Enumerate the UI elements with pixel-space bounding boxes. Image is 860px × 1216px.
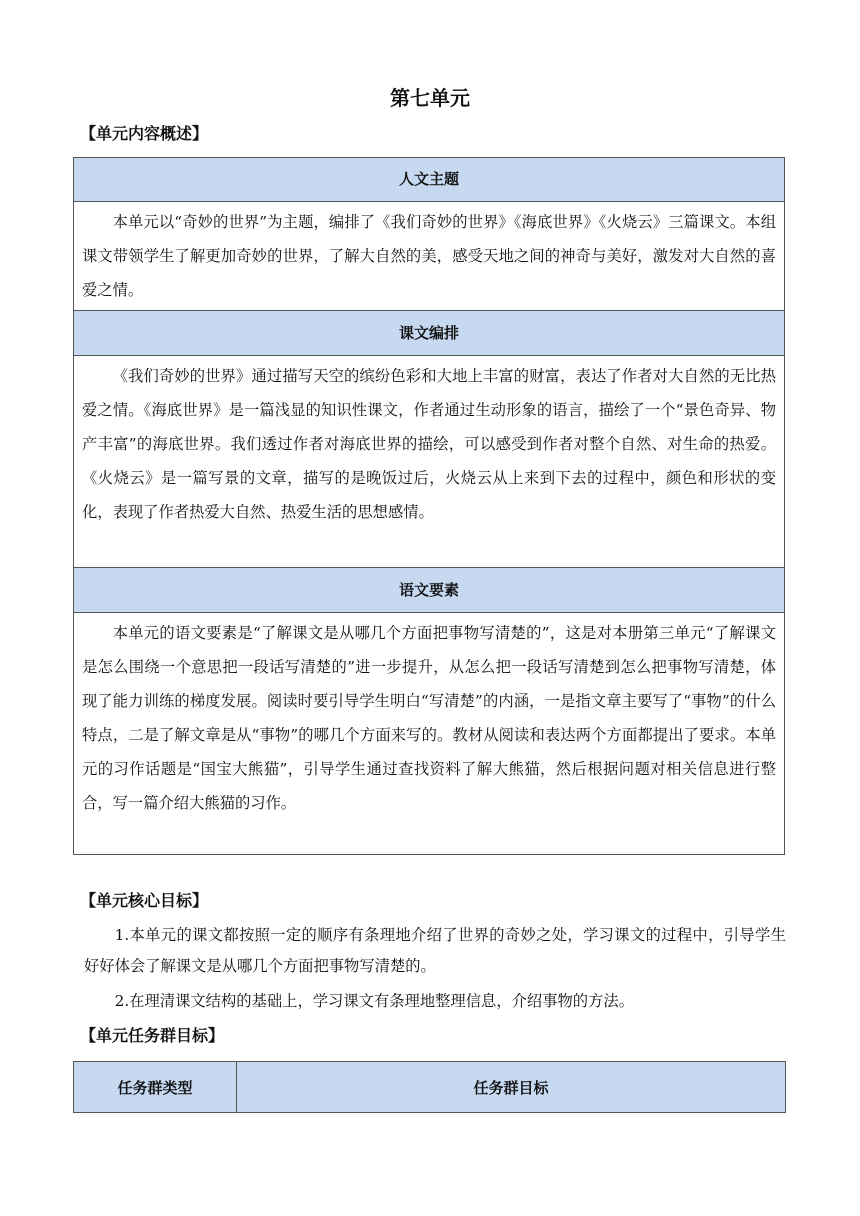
table-cell-elements: 本单元的语文要素是“了解课文是从哪几个方面把事物写清楚的”，这是对本册第三单元“了解课文是怎么围绕一个意思把一段话写清楚的”进一步提升，从怎么把一段话写清楚到怎么把事物写清楚，体现了能力训练的梯度发展。阅读时要引导学生明白“写清楚”的内涵，一是指文章主要写了“事物”的什么特点，二是了解文章是从“事物”的哪几个方面来写的。教材从阅读和表达两个方面都提出了要求。本单元的习作话题是“国宝大熊猫”，引导学生通过查找资料了解大熊猫，然后根据问题对相关信息进行整合，写一篇介绍大熊猫的习作。 bbox=[82, 624, 776, 812]
overview-table bbox=[73, 157, 785, 855]
table-header-theme: 人文主题 bbox=[74, 158, 784, 202]
task-goals-table bbox=[73, 1061, 786, 1113]
task-goal-header: 任务群目标 bbox=[473, 1078, 549, 1097]
table-cell-theme: 本单元以“奇妙的世界”为主题，编排了《我们奇妙的世界》《海底世界》《火烧云》三篇课文。本组课文带领学生了解更加奇妙的世界，了解大自然的美，感受天地之间的神奇与美好，激发对大自然的喜爱之情。 bbox=[74, 202, 784, 311]
core-goal-1: 1.本单元的课文都按照一定的顺序有条理地介绍了世界的奇妙之处，学习课文的过程中，引导学生好好体会了解课文是从哪几个方面把事物写清楚的。 bbox=[84, 926, 786, 975]
section-heading-overview: 【单元内容概述】 bbox=[80, 124, 209, 143]
table-header-elements: 语文要素 bbox=[74, 568, 784, 613]
section-heading-task-goals: 【单元任务群目标】 bbox=[80, 1026, 225, 1045]
page-title: 第七单元 bbox=[390, 86, 470, 110]
core-goal-2: 2.在理清课文结构的基础上，学习课文有条理地整理信息，介绍事物的方法。 bbox=[114, 992, 634, 1010]
table-header-arrangement: 课文编排 bbox=[74, 311, 784, 356]
section-heading-core-goals: 【单元核心目标】 bbox=[80, 891, 209, 910]
task-type-header: 任务群类型 bbox=[74, 1062, 237, 1112]
table-cell-arrangement: 《我们奇妙的世界》通过描写天空的缤纷色彩和大地上丰富的财富，表达了作者对大自然的无比热爱之情。《海底世界》是一篇浅显的知识性课文，作者通过生动形象的语言，描绘了一个“景色奇异、物产丰富”的海底世界。我们透过作者对海底世界的描绘，可以感受到作者对整个自然、对生命的热爱。《火烧云》是一篇写景的文章，描写的是晚饭过后，火烧云从上来到下去的过程中，颜色和形状的变化，表现了作者热爱大自然、热爱生活的思想感情。 bbox=[74, 356, 784, 568]
